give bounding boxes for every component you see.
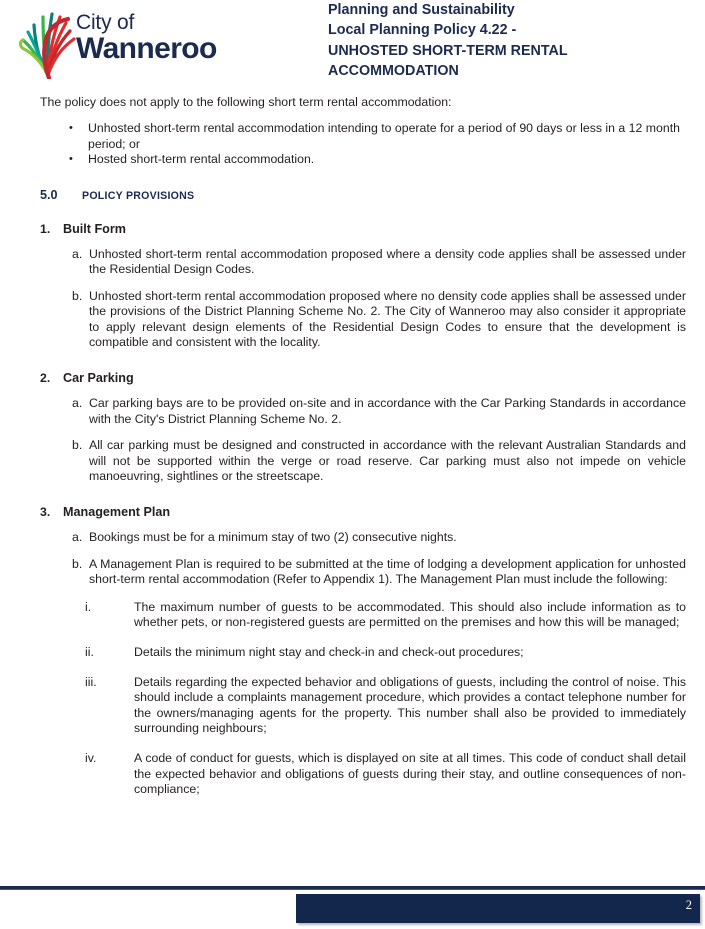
list-item <box>40 751 686 798</box>
provision-heading <box>40 371 686 385</box>
provision-marker: 3. <box>40 505 51 520</box>
provision-sub-list <box>40 247 686 352</box>
list-item-text: Details the minimum night stay and check-in and check-out procedures; <box>134 645 524 659</box>
exclusion-bullet-list <box>0 121 705 168</box>
provision-marker: 2. <box>40 371 51 386</box>
list-item <box>0 121 705 152</box>
list-item <box>40 675 686 737</box>
list-item-text: All car parking must be designed and constructed in accordance with the relevant Australian Standards and will not be supported within the verge or road reserve. Car parking must also not impede on vehicle manoeuvring, sightlines or the streetscape. <box>89 438 686 484</box>
list-item-text: The maximum number of guests to be accommodated. This should also include information as to whether pets, or non-registered guests are permitted on the premises and how this will be managed; <box>134 599 686 630</box>
list-item <box>40 247 686 278</box>
provision-marker: 1. <box>40 221 51 236</box>
list-item <box>40 396 686 427</box>
document-title-line-3: UNHOSTED SHORT-TERM RENTAL <box>328 42 568 59</box>
list-item <box>40 530 686 546</box>
list-item-marker: iv. <box>85 750 97 765</box>
footer-bar <box>296 894 700 923</box>
intro-paragraph: The policy does not apply to the following short term rental accommodation: <box>40 95 452 109</box>
list-item-text: Unhosted short-term rental accommodation intending to operate for a period of 90 days or less in a 12 month period; or <box>88 121 680 151</box>
section-number: 5.0 <box>40 187 58 202</box>
section-title: POLICY PROVISIONS <box>82 189 195 202</box>
provision-label: Car Parking <box>63 371 134 386</box>
list-item-marker: b. <box>72 556 83 571</box>
provision-heading <box>40 222 686 236</box>
list-item <box>40 289 686 351</box>
document-title <box>328 0 698 82</box>
page-footer <box>0 884 705 929</box>
wanneroo-plume-logo-icon <box>18 1 80 79</box>
list-item <box>40 600 686 631</box>
section-heading-policy-provisions <box>0 188 705 202</box>
provision-label: Management Plan <box>63 505 171 520</box>
logo-wordmark <box>76 12 286 64</box>
bullet-dot-icon: • <box>69 122 73 134</box>
logo-city-word: City of <box>76 11 135 34</box>
list-item-text: A Management Plan is required to be submitted at the time of lodging a development application for unhosted short-term rental accommodation (Refer to Appendix 1). The Management Plan must include the following: <box>89 556 686 587</box>
provision-management-plan <box>0 505 705 798</box>
bullet-dot-icon: • <box>69 153 73 165</box>
list-item-text: Car parking bays are to be provided on-site and in accordance with the Car Parking Standards in accordance with the City's District Planning Scheme No. 2. <box>89 396 686 426</box>
list-item-text: Details regarding the expected behavior and obligations of guests, including the control of noise. This should include a complaints management procedure, which provides a contact telephone number for the owners/managing agents for the property. This number shall also be provided to immediately surrounding neighbours; <box>134 674 686 736</box>
document-title-line-4: ACCOMMODATION <box>328 63 459 80</box>
list-item <box>0 152 705 168</box>
provision-label: Built Form <box>63 221 126 236</box>
list-item-text: Bookings must be for a minimum stay of two (2) consecutive nights. <box>89 530 457 545</box>
list-item-marker: b. <box>72 288 83 303</box>
page-header <box>0 0 705 95</box>
list-item-marker: i. <box>85 599 92 614</box>
list-item <box>40 557 686 588</box>
logo-name-word: Wanneroo <box>76 32 217 65</box>
list-item-marker: b. <box>72 438 83 453</box>
list-item <box>40 645 686 661</box>
list-item-marker: iii. <box>85 674 97 689</box>
provision-heading <box>40 505 686 519</box>
list-item-marker: a. <box>72 530 83 545</box>
page-number: 2 <box>685 898 692 912</box>
list-item-text: Unhosted short-term rental accommodation proposed where a density code applies shall be assessed under the Residential Design Codes. <box>89 246 686 277</box>
list-item-marker: a. <box>72 246 83 261</box>
document-body <box>0 95 705 798</box>
list-item-text: Unhosted short-term rental accommodation proposed where no density code applies shall be assessed under the provisions of the District Planning Scheme No. 2. The City of Wanneroo may also consider it appropriate to apply relevant design elements of the Residential Design Codes to ensure that the development is compatible and consistent with the locality. <box>89 288 686 350</box>
provision-sub-list <box>40 530 686 588</box>
list-item-marker: ii. <box>85 645 94 659</box>
list-item-text: Hosted short-term rental accommodation. <box>88 152 315 166</box>
city-of-wanneroo-logo <box>18 1 288 81</box>
management-plan-requirements-list <box>40 600 686 798</box>
list-item-text: A code of conduct for guests, which is displayed on site at all times. This code of conduct shall detail the expected behavior and obligations of guests during their stay, and outline consequences of non-compliance; <box>134 750 686 797</box>
provision-built-form <box>0 222 705 352</box>
document-title-line-2: Local Planning Policy 4.22 - <box>328 22 517 39</box>
footer-divider <box>0 886 705 890</box>
list-item <box>40 438 686 485</box>
provision-sub-list <box>40 396 686 485</box>
provision-car-parking <box>0 371 705 485</box>
list-item-marker: a. <box>72 396 83 411</box>
document-title-line-1: Planning and Sustainability <box>328 2 515 18</box>
